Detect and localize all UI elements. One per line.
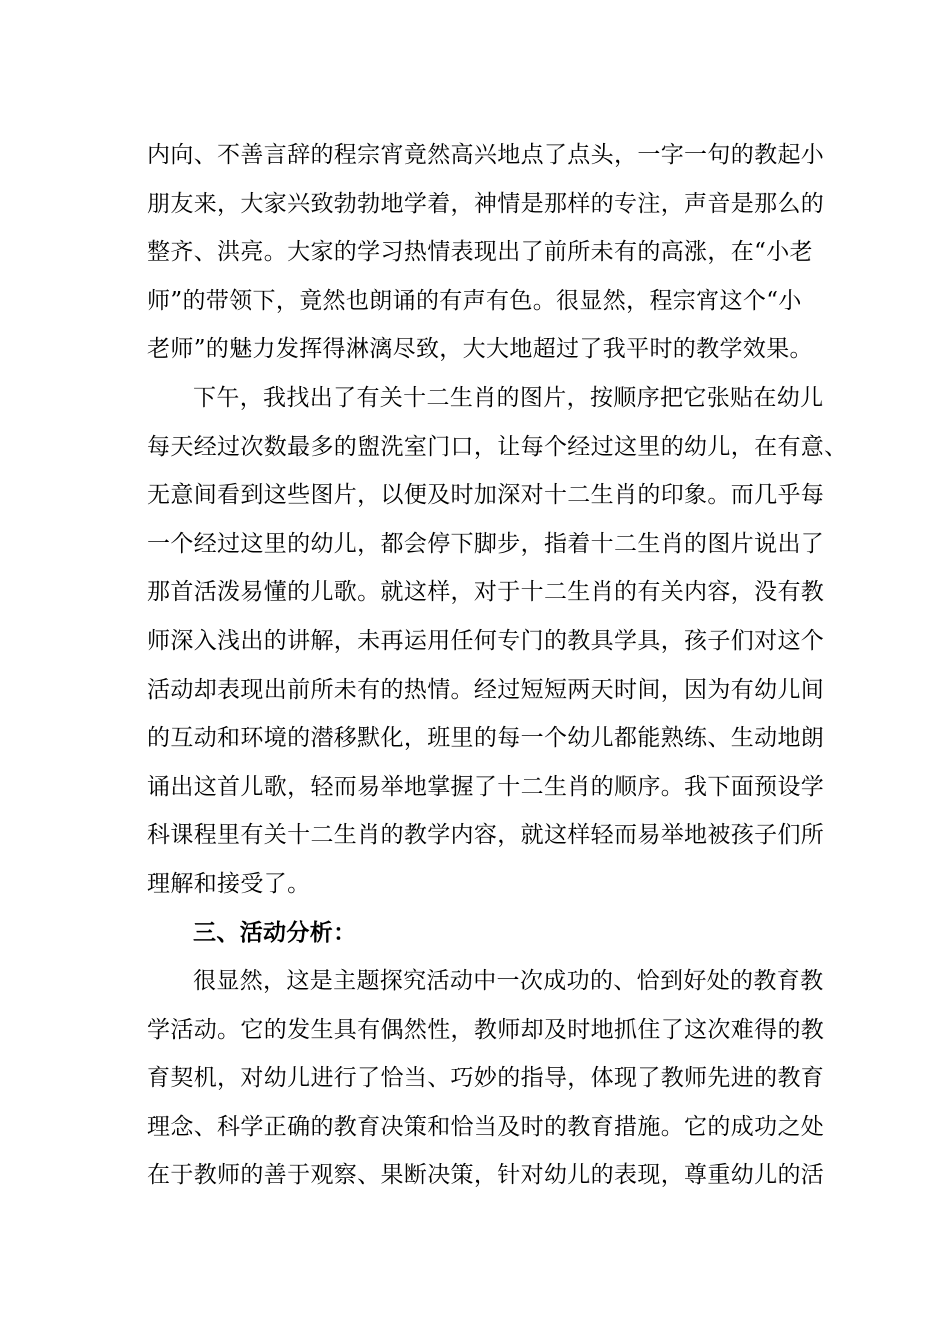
text-line: 的互动和环境的潜移默化，班里的每一个幼儿都能熟练、生动地朗: [147, 725, 825, 752]
text-line: 每天经过次数最多的盥洗室门口，让每个经过这里的幼儿，在有意、: [147, 433, 848, 460]
paragraph-2: [147, 374, 848, 909]
document-body: [147, 131, 848, 1200]
text-line: 老师”的魅力发挥得淋漓尽致，大大地超过了我平时的教学效果。: [147, 336, 813, 363]
section-heading: 三、活动分析：: [193, 919, 357, 946]
text-line: 一个经过这里的幼儿，都会停下脚步，指着十二生肖的图片说出了: [147, 530, 825, 557]
text-line: 整齐、洪亮。大家的学习热情表现出了前所未有的高涨，在“小老: [147, 239, 813, 266]
text-line: 科课程里有关十二生肖的教学内容，就这样轻而易举地被孩子们所: [147, 822, 825, 849]
text-line: 理念、科学正确的教育决策和恰当及时的教育措施。它的成功之处: [147, 1113, 825, 1140]
text-line: 学活动。它的发生具有偶然性，教师却及时地抓住了这次难得的教: [147, 1016, 825, 1043]
text-line: 师深入浅出的讲解，未再运用任何专门的教具学具，孩子们对这个: [147, 627, 825, 654]
text-line: 诵出这首儿歌，轻而易举地掌握了十二生肖的顺序。我下面预设学: [147, 773, 825, 800]
text-line: 很显然，这是主题探究活动中一次成功的、恰到好处的教育教: [193, 968, 824, 995]
paragraph-1: [147, 131, 827, 374]
text-line: 朋友来，大家兴致勃勃地学着，神情是那样的专注，声音是那么的: [147, 190, 825, 217]
text-line: 育契机，对幼儿进行了恰当、巧妙的指导，体现了教师先进的教育: [147, 1065, 825, 1092]
text-line: 无意间看到这些图片，以便及时加深对十二生肖的印象。而几乎每: [147, 482, 825, 509]
text-line: 活动却表现出前所未有的热情。经过短短两天时间，因为有幼儿间: [147, 676, 825, 703]
paragraph-3: [147, 957, 827, 1200]
text-line: 下午，我找出了有关十二生肖的图片，按顺序把它张贴在幼儿: [193, 384, 824, 411]
text-line: 那首活泼易懂的儿歌。就这样，对于十二生肖的有关内容，没有教: [147, 579, 825, 606]
text-line: 内向、不善言辞的程宗宵竟然高兴地点了点头，一字一句的教起小: [147, 142, 825, 168]
text-line: 师”的带领下，竟然也朗诵的有声有色。很显然，程宗宵这个“小: [147, 287, 802, 314]
text-line: 在于教师的善于观察、果断决策，针对幼儿的表现，尊重幼儿的活: [147, 1162, 825, 1189]
text-line: 理解和接受了。: [147, 870, 311, 897]
